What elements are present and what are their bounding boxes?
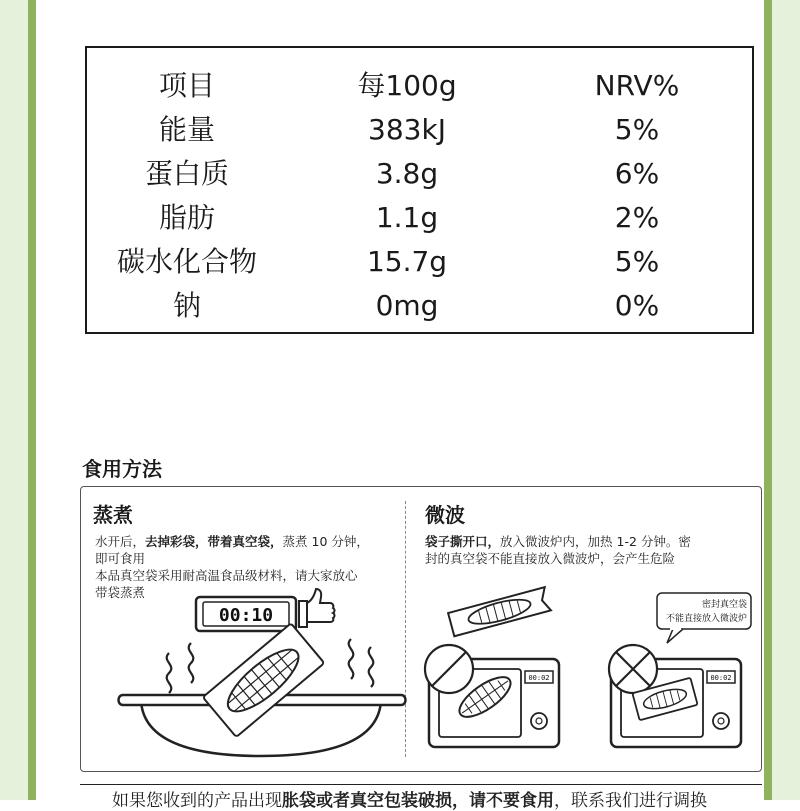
steam-desc-line: 本品真空袋采用耐高温食品级材料，请大家放心 [95,568,358,583]
nutrient-value: 3.8g [375,157,439,190]
nutrient-name: 蛋白质 [144,157,229,190]
steam-title: 蒸煮 [93,503,133,527]
right-stripe [764,0,772,800]
microwave-desc-line [425,533,755,550]
warning-callout [657,593,751,643]
footer-text: ，联系我们进行调换 [554,791,707,811]
steam-desc-line [95,533,395,550]
header-per-100g: 每100g [357,69,457,102]
steam-text-bold: 去掉彩袋，带着真空袋， [145,534,283,549]
header-item: 项目 [158,69,215,102]
footer-note [112,786,752,811]
nutrient-name: 碳水化合物 [116,245,257,278]
nutrition-row [87,152,752,196]
nutrient-value: 15.7g [366,245,448,278]
footer-divider [80,784,762,785]
nutrient-name: 钠 [172,289,201,322]
microwave-text-bold: 袋子撕开口， [425,534,501,549]
right-border [764,0,800,800]
left-border [0,0,36,800]
footer-text: 如果您收到的产品出现 [112,791,282,811]
nutrition-header-row [87,64,752,108]
timer-text: 00:10 [218,605,274,626]
nutrient-nrv: 5% [614,113,660,146]
nutrient-nrv: 2% [614,201,660,234]
nutrition-row [87,284,752,328]
thumbs-up-icon [299,589,335,627]
header-nrv: NRV% [594,69,680,102]
prohibited-icon-left [425,645,473,693]
microwave-left-display: 00:02 [528,674,550,682]
nutrient-nrv: 0% [614,289,660,322]
steam-text: 蒸煮 10 分钟， [282,534,369,549]
timer-icon [196,597,296,631]
usage-title: 食用方法 [82,457,162,481]
microwave-description [425,533,755,567]
steam-desc-line: 带袋蒸煮 [95,585,146,600]
callout-line-1: 密封真空袋 [701,600,747,610]
microwave-text: 放入微波炉内，加热 1-2 分钟。密 [500,534,691,549]
prohibited-icon-right [609,645,657,693]
nutrient-value: 0mg [375,289,439,322]
nutrition-row [87,108,752,152]
microwave-title: 微波 [425,503,465,527]
microwave-desc-line: 封的真空袋不能直接放入微波炉，会产生危险 [425,551,676,566]
microwave-illustration [421,587,757,752]
nutrition-row [87,240,752,284]
footer-text-bold: 胀袋或者真空包装破损，请不要食用 [282,791,554,811]
nutrient-nrv: 5% [614,245,660,278]
usage-box [80,486,762,772]
steam-illustration [121,591,411,766]
nutrient-value: 1.1g [375,201,439,234]
nutrient-name: 脂肪 [158,201,215,234]
nutrition-table [85,46,754,334]
steam-text: 水开后， [95,534,146,549]
nutrient-value: 383kJ [368,113,446,146]
nutrient-name: 能量 [158,113,215,146]
microwave-right-display: 00:02 [710,674,732,682]
left-stripe [28,0,36,800]
opened-bag-icon [448,587,551,636]
steam-desc-line: 即可食用 [95,551,146,566]
nutrition-row [87,196,752,240]
nutrient-nrv: 6% [614,157,660,190]
callout-line-2: 不能直接放入微波炉 [665,614,747,624]
